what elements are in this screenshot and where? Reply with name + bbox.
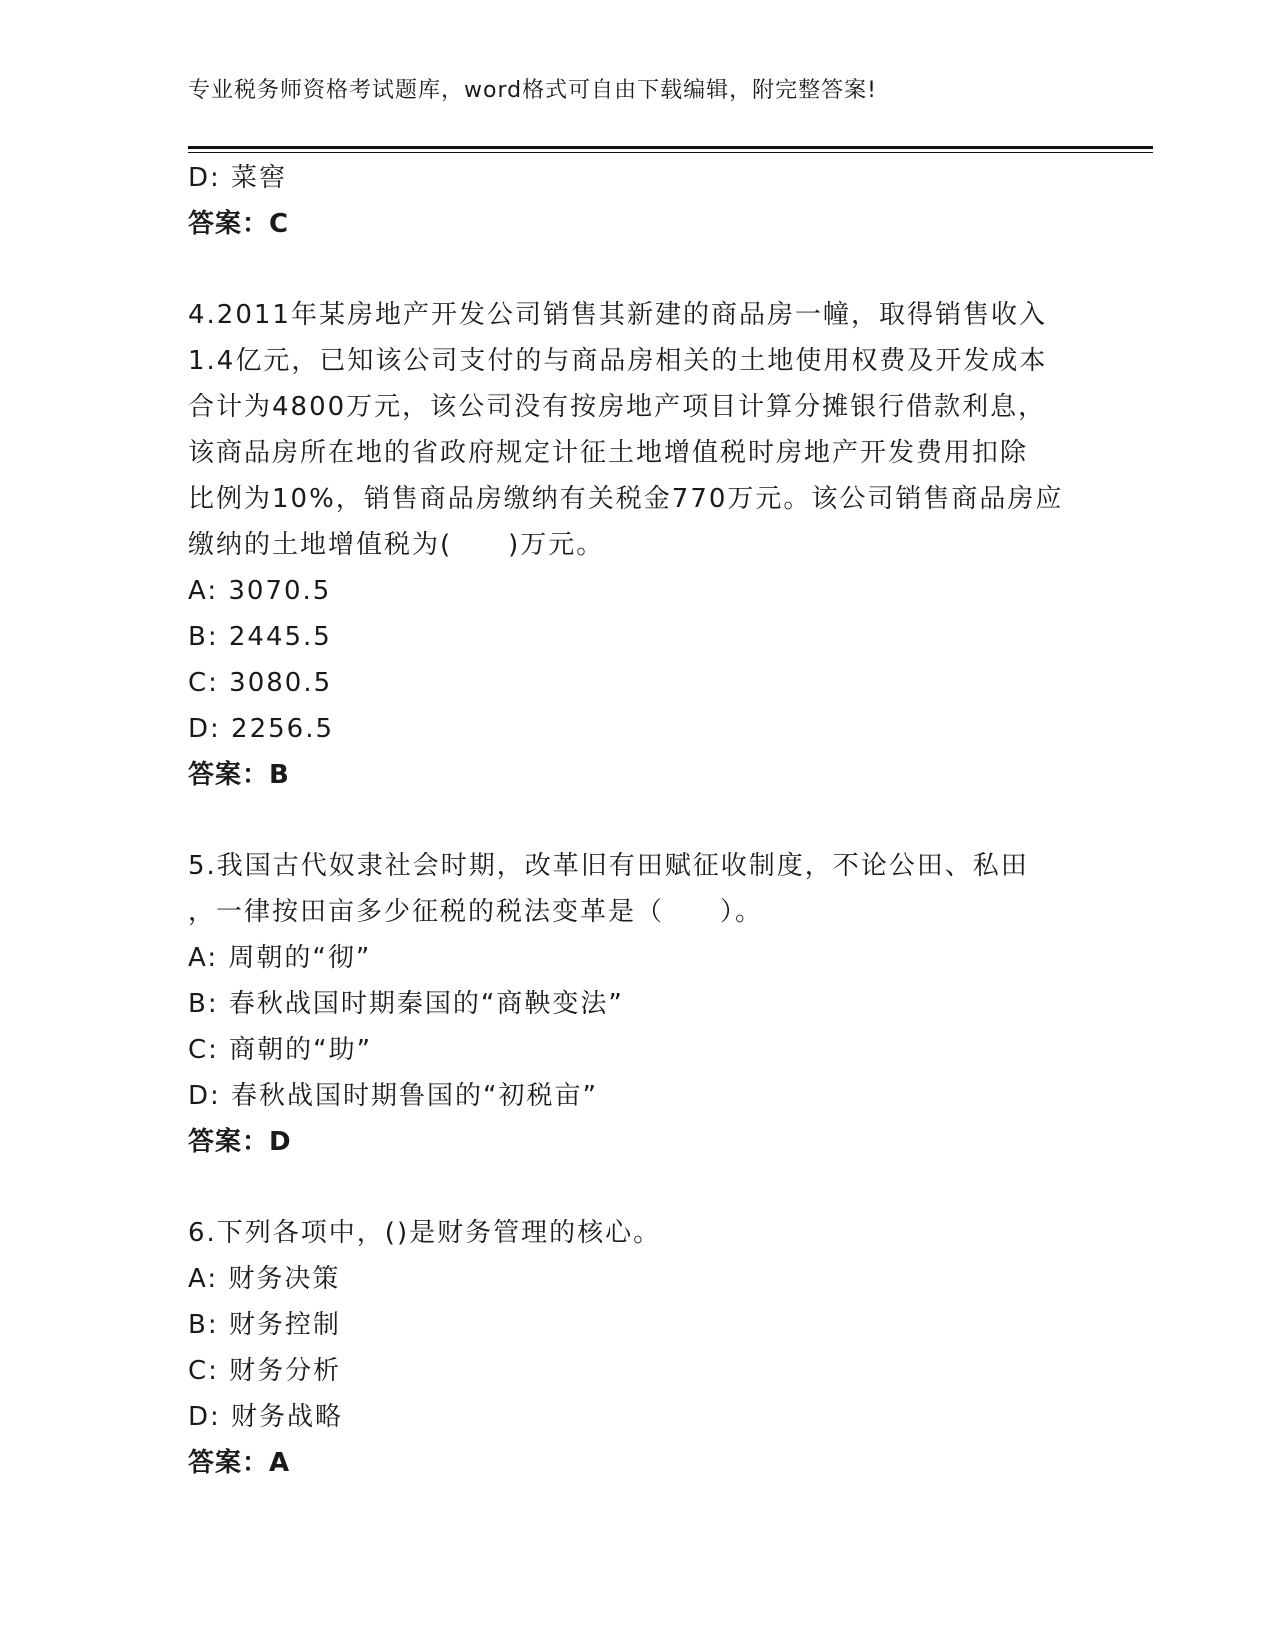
q4-option-c: C: 3080.5	[188, 668, 333, 698]
q4-option-d: D: 2256.5	[188, 714, 335, 744]
q6-option-c: C: 财务分析	[188, 1356, 342, 1386]
question-6	[188, 1210, 1088, 1486]
q4-stem-line: 比例为10%，销售商品房缴纳有关税金770万元。该公司销售商品房应	[188, 484, 1064, 514]
q5-option-d: D: 春秋战国时期鲁国的“初税亩”	[188, 1081, 598, 1111]
q6-option-d: D: 财务战略	[188, 1402, 344, 1432]
q6-option-b: B: 财务控制	[188, 1310, 341, 1340]
q5-option-c: C: 商朝的“助”	[188, 1035, 373, 1065]
question-content	[188, 155, 1088, 1486]
q6-stem-line: 6.下列各项中，()是财务管理的核心。	[188, 1218, 662, 1248]
q4-option-a: A: 3070.5	[188, 576, 332, 606]
q6-option-a: A: 财务决策	[188, 1264, 341, 1294]
spacer	[188, 247, 1088, 292]
q4-option-b: B: 2445.5	[188, 622, 332, 652]
question-5	[188, 843, 1088, 1165]
question-4	[188, 292, 1088, 798]
q5-stem-line: 5.我国古代奴隶社会时期，改革旧有田赋征收制度，不论公田、私田	[188, 851, 1029, 881]
spacer	[188, 1165, 1088, 1210]
q5-stem-line: ，一律按田亩多少征税的税法变革是（ ）。	[188, 897, 764, 927]
page-header: 专业税务师资格考试题库，word格式可自由下载编辑，附完整答案!	[188, 78, 877, 103]
q3-answer: 答案：C	[188, 209, 290, 239]
q6-answer: 答案：A	[188, 1448, 291, 1478]
q4-stem-line: 缴纳的土地增值税为( )万元。	[188, 530, 605, 560]
q4-stem-line: 合计为4800万元，该公司没有按房地产项目计算分摊银行借款利息，	[188, 392, 1047, 422]
q5-option-b: B: 春秋战国时期秦国的“商鞅变法”	[188, 989, 624, 1019]
q5-answer: 答案：D	[188, 1127, 292, 1157]
q5-option-a: A: 周朝的“彻”	[188, 943, 372, 973]
q4-stem-line: 1.4亿元，已知该公司支付的与商品房相关的土地使用权费及开发成本	[188, 346, 1048, 376]
header-divider-thin	[188, 152, 1153, 153]
q4-answer: 答案：B	[188, 760, 290, 790]
header-divider	[188, 146, 1153, 149]
q3-option-d: D: 菜窖	[188, 163, 288, 193]
spacer	[188, 798, 1088, 843]
q4-stem-line: 该商品房所在地的省政府规定计征土地增值税时房地产开发费用扣除	[188, 438, 1029, 468]
q4-stem-line: 4.2011年某房地产开发公司销售其新建的商品房一幢，取得销售收入	[188, 300, 1047, 330]
